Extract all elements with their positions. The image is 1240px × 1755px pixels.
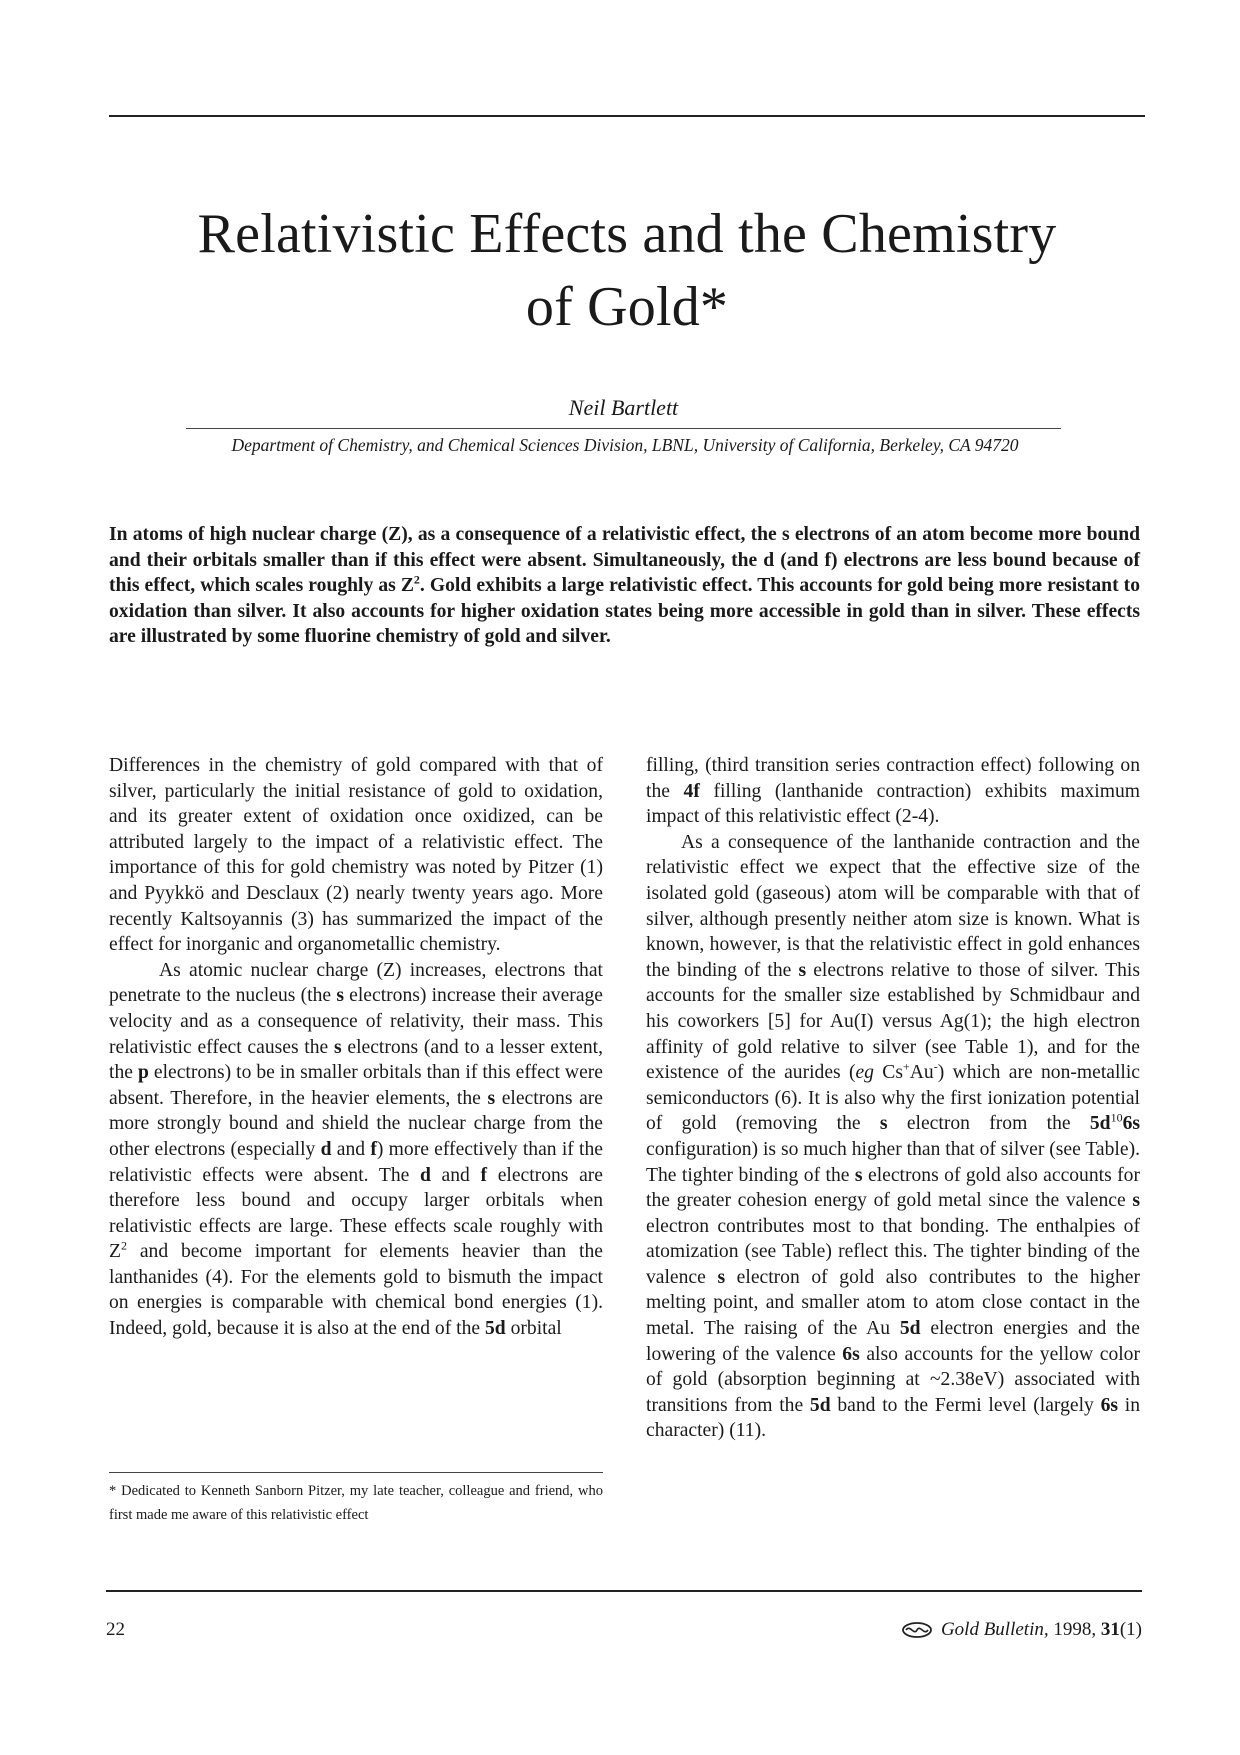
bold-term: s <box>1132 1190 1140 1212</box>
bold-term: s <box>717 1266 726 1288</box>
bold-term: 5d <box>899 1318 921 1340</box>
text-run: configuration) is so much higher than that of silver (see Table). The tighter binding of the <box>646 1138 1140 1186</box>
bold-term: f <box>480 1164 488 1186</box>
superscript: - <box>933 1059 938 1074</box>
text-run: filling (lanthanide contraction) exhibits maximum impact of this relativistic effect (2-4). <box>646 780 1140 828</box>
bottom-rule <box>106 1590 1142 1592</box>
text-run: band to the Fermi level (largely <box>830 1394 1101 1416</box>
text-run: electron energies and the lowering of the valence <box>646 1318 1141 1365</box>
text-run: electrons (and to a lesser extent, the <box>109 1036 603 1084</box>
text-run: ) which are non-metallic semiconductors (6). It is also why the first ionization potential of gold (removing the <box>646 1062 1141 1135</box>
page-number: 22 <box>106 1619 125 1640</box>
text-run: ) more effectively than if the relativistic effects were absent. The <box>109 1138 603 1186</box>
paragraph-2-continued <box>646 753 1140 830</box>
italic-term: eg <box>855 1062 874 1084</box>
bold-term: 5d <box>484 1318 506 1340</box>
text-run: electrons) increase their average velocity and as a consequence of relativity, their mass. This relativistic effect causes the <box>109 985 604 1058</box>
bold-term: 4f <box>683 780 700 802</box>
author-name: Neil Bartlett <box>568 395 679 420</box>
bold-term: 5d <box>1089 1113 1111 1135</box>
journal-line <box>941 1619 1142 1641</box>
bold-term: d <box>419 1164 431 1186</box>
text-run: in character) (11). <box>646 1394 1140 1442</box>
paper-title <box>109 198 1145 344</box>
abstract-text-1: In atoms of high nuclear charge (Z), as a consequence of a relativistic effect, the s electrons of an atom become more bound and their orbitals smaller than if this effect were absent. Simultaneously, the d (and f) electrons are less bound because of this effect, which scales roughly as Z <box>109 524 1140 597</box>
bold-term: d <box>320 1138 332 1160</box>
superscript: 10 <box>1110 1110 1123 1125</box>
text-run: Cs <box>873 1062 903 1084</box>
bold-term: 6s <box>842 1343 860 1365</box>
text-run: electrons are therefore less bound and occupy larger orbitals when relativistic effects are large. These effects scale roughly with Z <box>109 1164 603 1263</box>
text-run: also accounts for the yellow color of gold (absorption beginning at ~2.38eV) associated with transitions from the <box>646 1343 1141 1416</box>
text-run: As atomic nuclear charge (Z) increases, electrons that penetrate to the nucleus (the <box>109 959 603 1007</box>
journal-citation <box>901 1619 1142 1641</box>
footnote: * Dedicated to Kenneth Sanborn Pitzer, my late teacher, colleague and friend, who first made me aware of this relativistic effect <box>109 1483 603 1523</box>
paragraph-1: Differences in the chemistry of gold compared with that of silver, particularly the initial resistance of gold to oxidation, and its greater extent of oxidation once oxidized, can be attributed largely to the impact of a relativistic effect. The importance of this for gold chemistry was noted by Pitzer (1) and Pyykkö and Desclaux (2) nearly twenty years ago. More recently Kaltsoyannis (3) has summarized the impact of the effect for inorganic and organometallic chemistry. <box>109 755 603 956</box>
journal-issue: (1) <box>1119 1619 1142 1640</box>
bold-term: s <box>487 1087 496 1109</box>
text-run: electrons are more strongly bound and shield the nuclear charge from the other electrons (especially <box>109 1087 603 1160</box>
bold-term: s <box>854 1164 863 1186</box>
title-line-1: Relativistic Effects and the Chemistry <box>197 203 1057 265</box>
text-run: electrons relative to those of silver. This accounts for the smaller size established by Schmidbaur and his coworkers [5] for Au(I) versus Ag(1); the high electron affinity of gold relative to silver (see Table 1), and for the existence of the aurides ( <box>646 959 1140 1084</box>
text-run: filling, (third transition series contraction effect) following on the <box>646 755 1140 802</box>
bold-term: f <box>370 1138 377 1160</box>
bold-term: s <box>336 985 344 1007</box>
abstract-text-2: . Gold exhibits a large relativistic effect. This accounts for gold being more resistant to oxidation than silver. It also accounts for higher oxidation states being more accessible in gold than in silver. These effects are illustrated by some fluorine chemistry of gold and silver. <box>109 575 1140 648</box>
bold-term: p <box>137 1062 149 1084</box>
bold-term: s <box>798 959 807 981</box>
bold-term: 6s <box>1100 1394 1118 1416</box>
bold-term: s <box>334 1036 342 1058</box>
affiliation: Department of Chemistry, and Chemical Sciences Division, LBNL, University of California, Berkeley, CA 94720 <box>231 435 1019 455</box>
abstract-superscript: 2 <box>413 572 420 587</box>
bold-term: 5d <box>809 1394 831 1416</box>
gold-bulletin-logo-icon <box>901 1620 933 1640</box>
text-run: electron contributes most to that bonding. The enthalpies of atomization (see Table) reflect this. The tighter binding of the valence <box>646 1215 1140 1288</box>
text-run: and <box>430 1164 481 1186</box>
journal-year: 1998, <box>1048 1619 1101 1640</box>
text-run: electron from the <box>887 1113 1090 1135</box>
superscript: + <box>903 1059 910 1074</box>
text-run: As a consequence of the lanthanide contraction and the relativistic effect we expect that the effective size of the isolated gold (gaseous) atom will be comparable with that of silver, although presently neither atom size is known. What is known, however, is that the relativistic effect in gold enhances the binding of the <box>646 831 1140 981</box>
superscript: 2 <box>120 1238 127 1253</box>
bold-term: s <box>879 1113 888 1135</box>
text-run: orbital <box>505 1318 562 1340</box>
text-run: electron of gold also contributes to the higher melting point, and smaller atom to atom close contact in the metal. The raising of the Au <box>646 1266 1140 1340</box>
text-run: and become important for elements heavier than the lanthanides (4). For the elements gold to bismuth the impact on energies is comparable with chemical bond energies (1). Indeed, gold, because it is also at the end of the <box>109 1241 603 1340</box>
footnote-rule <box>109 1472 603 1473</box>
journal-name: Gold Bulletin, <box>940 1619 1049 1640</box>
text-run: electrons of gold also accounts for the greater cohesion energy of gold metal since the valence <box>646 1164 1141 1212</box>
journal-volume: 31 <box>1100 1619 1120 1640</box>
author-rule <box>186 428 1061 429</box>
paragraph-2 <box>109 958 603 1342</box>
text-run: electrons) to be in smaller orbitals than if this effect were absent. Therefore, in the heavier elements, the <box>109 1062 603 1109</box>
bold-term: 6s <box>1122 1113 1140 1135</box>
top-rule <box>109 115 1145 117</box>
paragraph-3 <box>646 830 1140 1444</box>
text-run: Au <box>909 1062 934 1084</box>
abstract <box>109 522 1140 650</box>
body-column-right <box>646 753 1140 1444</box>
body-column-left <box>109 753 603 1342</box>
title-line-2: of Gold* <box>525 276 729 338</box>
text-run: and <box>331 1138 371 1160</box>
